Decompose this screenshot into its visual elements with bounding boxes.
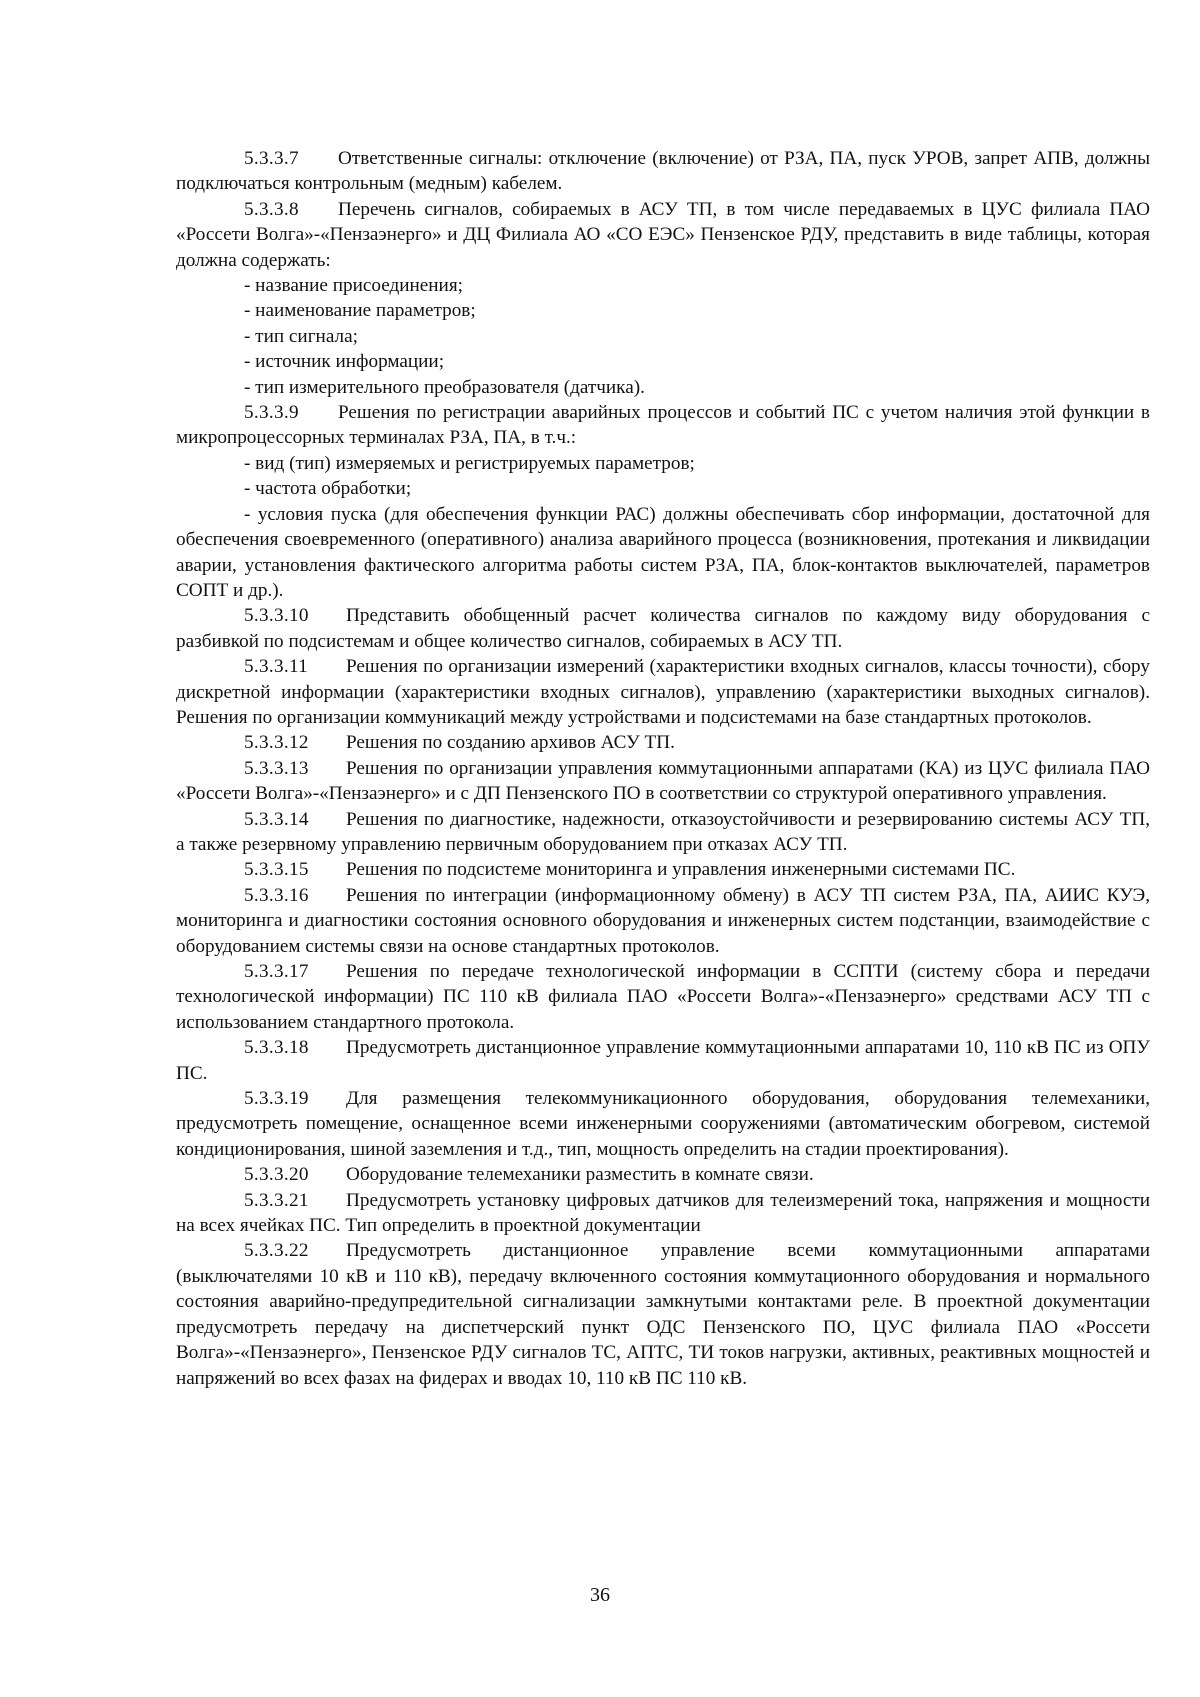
clause-paragraph [176, 146, 1150, 197]
clause-paragraph [176, 756, 1150, 807]
clause-number: 5.3.3.9 [244, 402, 299, 424]
clause-paragraph [176, 959, 1150, 1035]
list-item: - тип сигнала; [244, 325, 358, 347]
clause-text: Решения по созданию архивов АСУ ТП. [346, 732, 675, 754]
list-item: - наименование параметров; [244, 300, 476, 322]
clause-number: 5.3.3.18 [244, 1037, 309, 1059]
clause-text: Предусмотреть установку цифровых датчиков для телеизмерений тока, напряжения и мощности на всех ячейках ПС. Тип определить в проектной документации [176, 1189, 1150, 1237]
clause-text: Ответственные сигналы: отключение (включение) от РЗА, ПА, пуск УРОВ, запрет АПВ, должны подключаться контрольным (медным) кабелем. [176, 148, 1150, 195]
clause-number: 5.3.3.7 [244, 148, 299, 169]
clause-text: Решения по организации измерений (характеристики входных сигналов, классы точности), сбору дискретной информации (характеристики входных сигналов), управлению (характеристики выходных сигналов). Решения по организации коммуникаций между устройствами и подсистемами на базе стандартных протоколов. [176, 656, 1150, 728]
list-item: - название присоединения; [244, 275, 463, 297]
list-item: - частота обработки; [244, 478, 412, 500]
list-item: - вид (тип) измеряемых и регистрируемых параметров; [244, 452, 695, 474]
clause-text: Решения по подсистеме мониторинга и управления инженерными системами ПС. [346, 859, 1016, 881]
clause-paragraph [176, 807, 1150, 858]
clause-text: Решения по организации управления коммутационными аппаратами (КА) из ЦУС филиала ПАО «Россети Волга»-«Пензаэнерго» и с ДП Пензенского ПО в соответствии со структурой оперативного управления. [176, 757, 1150, 805]
clause-paragraph [176, 1238, 1150, 1390]
clause-paragraph [176, 1086, 1150, 1162]
document-body [176, 146, 1150, 1391]
clause-paragraph [176, 654, 1150, 730]
clause-paragraph [176, 730, 1150, 755]
clause-text: Перечень сигналов, собираемых в АСУ ТП, в том числе передаваемых в ЦУС филиала ПАО «Россети Волга»-«Пензаэнерго» и ДЦ Филиала АО «СО ЕЭС» Пензенское РДУ, представить в виде таблицы, которая должна содержать: [176, 198, 1150, 271]
clause-text: Оборудование телемеханики разместить в комнате связи. [346, 1164, 814, 1186]
clause-number: 5.3.3.13 [244, 757, 309, 779]
clause-paragraph [176, 883, 1150, 959]
clause-number: 5.3.3.12 [244, 732, 309, 754]
clause-paragraph [176, 1035, 1150, 1086]
clause-paragraph [176, 197, 1150, 273]
clause-text: Предусмотреть дистанционное управление коммутационными аппаратами 10, 110 кВ ПС из ОПУ ПС. [176, 1037, 1150, 1084]
clause-paragraph [176, 603, 1150, 654]
clause-number: 5.3.3.19 [244, 1088, 309, 1110]
clause-paragraph [176, 857, 1150, 882]
list-item: - тип измерительного преобразователя (датчика). [244, 376, 645, 398]
clause-paragraph [176, 400, 1150, 451]
clause-number: 5.3.3.21 [244, 1189, 309, 1211]
clause-number: 5.3.3.20 [244, 1164, 309, 1186]
clause-number: 5.3.3.16 [244, 884, 309, 906]
clause-paragraph [176, 1162, 1150, 1187]
clause-number: 5.3.3.17 [244, 961, 309, 982]
clause-number: 5.3.3.11 [244, 656, 309, 678]
page-number: 36 [590, 1584, 610, 1606]
clause-number: 5.3.3.22 [244, 1240, 309, 1262]
clause-text: Решения по передаче технологической информации в ССПТИ (систему сбора и передачи технологической информации) ПС 110 кВ филиала ПАО «Россети Волга»-«Пензаэнерго» средствами АСУ ТП с использованием стандартного протокола. [176, 961, 1150, 1033]
clause-text: Решения по регистрации аварийных процессов и событий ПС с учетом наличия этой функции в микропроцессорных терминалах РЗА, ПА, в т.ч.: [176, 402, 1150, 449]
list-item: - условия пуска (для обеспечения функции РАС) должны обеспечивать сбор информации, достаточной для обеспечения своевременного (оперативного) анализа аварийного процесса (возникновения, протекания и ликвидации аварии, установления фактического алгоритма работы систем РЗА, ПА, блок-контактов выключателей, параметров СОПТ и др.). [176, 503, 1150, 601]
clause-number: 5.3.3.10 [244, 605, 309, 627]
clause-text: Представить обобщенный расчет количества сигналов по каждому виду оборудования с разбивкой по подсистемам и общее количество сигналов, собираемых в АСУ ТП. [176, 605, 1150, 652]
clause-text: Для размещения телекоммуникационного оборудования, оборудования телемеханики, предусмотреть помещение, оснащенное всеми инженерными сооружениями (автоматическим обогревом, системой кондиционирования, шиной заземления и т.д., тип, мощность определить на стадии проектирования). [176, 1088, 1150, 1160]
clause-number: 5.3.3.15 [244, 859, 309, 881]
clause-paragraph [176, 1188, 1150, 1239]
list-item: - источник информации; [244, 351, 445, 373]
clause-text: Решения по диагностике, надежности, отказоустойчивости и резервированию системы АСУ ТП, а также резервному управлению первичным оборудованием при отказах АСУ ТП. [176, 808, 1150, 855]
clause-text: Решения по интеграции (информационному обмену) в АСУ ТП систем РЗА, ПА, АИИС КУЭ, мониторинга и диагностики состояния основного оборудования и инженерных систем подстанции, взаимодействие с оборудованием системы связи на основе стандартных протоколов. [176, 884, 1150, 957]
clause-text: Предусмотреть дистанционное управление всеми коммутационными аппаратами (выключателями 10 кВ и 110 кВ), передачу включенного состояния коммутационного оборудования и нормального состояния аварийно-предупредительной сигнализации замкнутыми контактами реле. В проектной документации предусмотреть передачу на диспетчерский пункт ОДС Пензенского ПО, ЦУС филиала ПАО «Россети Волга»-«Пензаэнерго», Пензенское РДУ сигналов ТС, АПТС, ТИ токов нагрузки, активных, реактивных мощностей и напряжений во всех фазах на фидерах и вводах 10, 110 кВ ПС 110 кВ. [176, 1240, 1150, 1389]
clause-number: 5.3.3.14 [244, 808, 309, 830]
clause-number: 5.3.3.8 [244, 198, 299, 220]
